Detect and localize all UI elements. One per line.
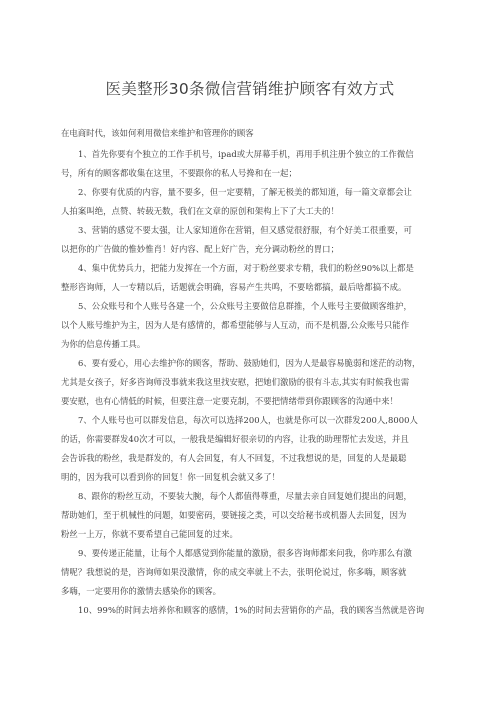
paragraph-line: 4、集中优势兵力，把能力发挥在一个方面，对于粉丝要求专精，我们的粉丝90%以上都是 [78,263,414,273]
paragraph-line: 6、要有爱心，用心去维护你的顾客，帮助、鼓励她们，因为人是最容易脆弱和迷茫的动物， [78,358,421,368]
paragraph-line: 2、你要有优质的内容，量不要多，但一定要精，了解无极美的都知道，每一篇文章都会让 [78,187,412,197]
paragraph-line: 3、营销的感觉不要太强，让人家知道你在营销，但又感觉很舒服，有个好美工很重要，可 [78,225,412,235]
paragraph-line: 整形咨询师，人一专精以后，话题就会明确，容易产生共鸣，不要啥都搞，最后啥都搞不成。 [61,282,407,292]
paragraph-9 [61,544,443,601]
paragraph-line: 粉丝一上万，你就不要希望自己能回复的过来。 [61,529,238,539]
paragraph-3 [61,221,443,259]
paragraph-line: 会告诉我的粉丝，我是群发的，有人会回复，有人不回复，不过我想说的是，回复的人是最聪 [61,453,407,463]
paragraph-line: 以个人账号维护为主，因为人是有感情的，都希望能够与人互动，而不是机器,公众账号只能作 [61,320,410,330]
intro-paragraph: 在电商时代，该如何利用微信来维护和管理你的顾客 [61,128,254,138]
paragraph-line: 帮助她们，至于机械性的问题，如要密码，要链接之类，可以交给秘书或机器人去回复，因为 [61,510,407,520]
paragraph-line: 10、99%的时间去培养你和顾客的感情，1%的时间去营销你的产品，我的顾客当然就是咨询 [78,605,425,615]
paragraph-line: 1、首先你要有个独立的工作手机号，ipad或大屏幕手机，再用手机注册个独立的工作微信 [78,149,414,159]
paragraph-line: 的话，你需要群发40次才可以，一般我是编辑好很亲切的内容，让我的助理帮忙去发送，并且 [61,434,409,444]
paragraph-6 [61,354,443,411]
paragraph-5 [61,297,443,354]
paragraph-1 [61,145,443,183]
paragraph-line: 9、要传递正能量，让每个人都感觉到你能量的激励，很多咨询师都来问我，你咋那么有激 [78,548,412,558]
paragraph-line: 5、公众账号和个人账号各建一个，公众账号主要做信息群推，个人账号主要做顾客维护， [78,301,412,311]
paragraph-line: 号，所有的顾客都收集在这里，不要跟你的私人号搀和在一起； [61,168,297,178]
paragraph-line: 情呢？我想说的是，咨询师如果没激情，你的成交率就上不去，张明伦说过，你多嗨，顾客就 [61,567,407,577]
paragraph-line: 为你的信息传播工具。 [61,339,146,349]
paragraph-line: 尤其是女孩子，好多咨询师没事就来我这里找安慰，把她们激励的很有斗志,其实有时候我也需 [61,377,410,387]
paragraph-8 [61,487,443,544]
paragraph-line: 以把你的广告做的惟妙惟肖！好内容、配上好广告，充分调动粉丝的胃口； [61,244,340,254]
paragraph-line: 要安慰，也有心情低的时候，但要注意一定要克制，不要把情绪带到你跟顾客的沟通中来！ [61,396,398,406]
paragraph-line: 人拍案叫绝，点赞、转载无数，我们在文章的原创和架构上下了大工夫的！ [61,206,340,216]
paragraph-2 [61,183,443,221]
paragraph-10 [61,601,443,620]
paragraph-4 [61,259,443,297]
paragraph-7 [61,411,443,487]
paragraph-line: 明的，因为我可以看到你的回复！你一回复机会就又多了！ [61,472,281,482]
paragraph-line: 8、跟你的粉丝互动，不要装大腕，每个人都值得尊重，尽量去亲自回复她们提出的问题， [78,491,412,501]
paragraph-list [61,145,443,620]
paragraph-line: 7、个人账号也可以群发信息，每次可以选择200人，也就是你可以一次群发200人,8000人 [78,415,418,425]
document-body [61,126,443,620]
document-title: 医美整形30条微信营销维护顾客有效方式 [105,80,395,98]
paragraph-line: 多嗨，一定要用你的激情去感染你的顾客。 [61,586,222,596]
